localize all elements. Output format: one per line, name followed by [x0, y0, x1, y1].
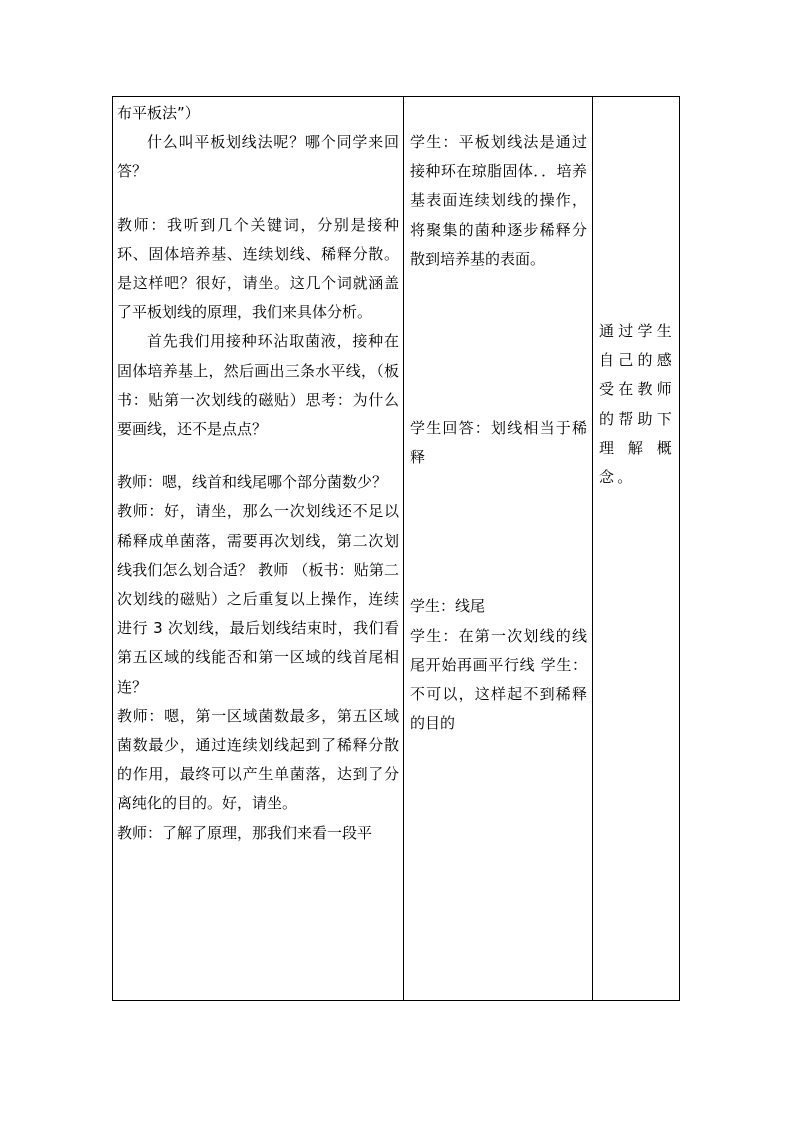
teacher-paragraph: 首先我们用接种环沾取菌液，接种在固体培养基上，然后画出三条水平线，（板书：贴第一次划线的磁贴）思考：为什么要画线，还不是点点？ [117, 332, 399, 439]
student-paragraph: 学生：平板划线法是通过接种环在琼脂固体．．培养基表面连续划线的操作，将聚集的菌种逐步稀释分散到培养基的表面。 [410, 133, 587, 268]
teacher-paragraph: 教师：我听到几个关键词，分别是接种环、固体培养基、连续划线、稀释分散。是这样吧？很好，请坐。这几个词就涵盖了平板划线的原理，我们来具体分析。 [117, 215, 399, 322]
lesson-plan-table [112, 96, 680, 1001]
teacher-paragraph: 教师：了解了原理，那我们来看一段平 [117, 823, 373, 842]
teacher-paragraph: 教师：好，请坐，那么一次划线还不足以稀释成单菌落，需要再次划线，第二次划线我们怎么划合适？ 教师 （板书：贴第二次划线的磁贴）之后重复以上操作，连续进行 3 次划线，最后划线结束时，我们看第五区域的线能否和第一区域的线首尾相连？ [117, 502, 399, 696]
student-paragraph: 学生：在第一次划线的线尾开始再画平行线 学生：不可以，这样起不到稀释的目的 [410, 626, 587, 733]
teacher-activity-cell [113, 97, 404, 1001]
teacher-paragraph: 教师：嗯，线首和线尾哪个部分菌数少？ [117, 473, 388, 492]
teacher-paragraph: 教师：嗯，第一区域菌数最多，第五区域菌数最少，通过连续划线起到了稀释分散的作用，最终可以产生单菌落，达到了分离纯化的目的。好，请坐。 [117, 706, 399, 813]
table-row [113, 97, 680, 1001]
student-activity-cell [404, 97, 593, 1001]
design-intent-cell [593, 97, 680, 1001]
teacher-paragraph: 什么叫平板划线法呢？哪个同学来回答？ [117, 133, 399, 181]
student-paragraph: 学生：线尾 [410, 597, 486, 616]
teacher-paragraph: 布平板法”） [117, 104, 200, 122]
intent-paragraph: 通过学生自己的感受在教师的帮助下理解概念。 [599, 322, 675, 487]
student-paragraph: 学生回答：划线相当于稀释 [410, 419, 587, 467]
